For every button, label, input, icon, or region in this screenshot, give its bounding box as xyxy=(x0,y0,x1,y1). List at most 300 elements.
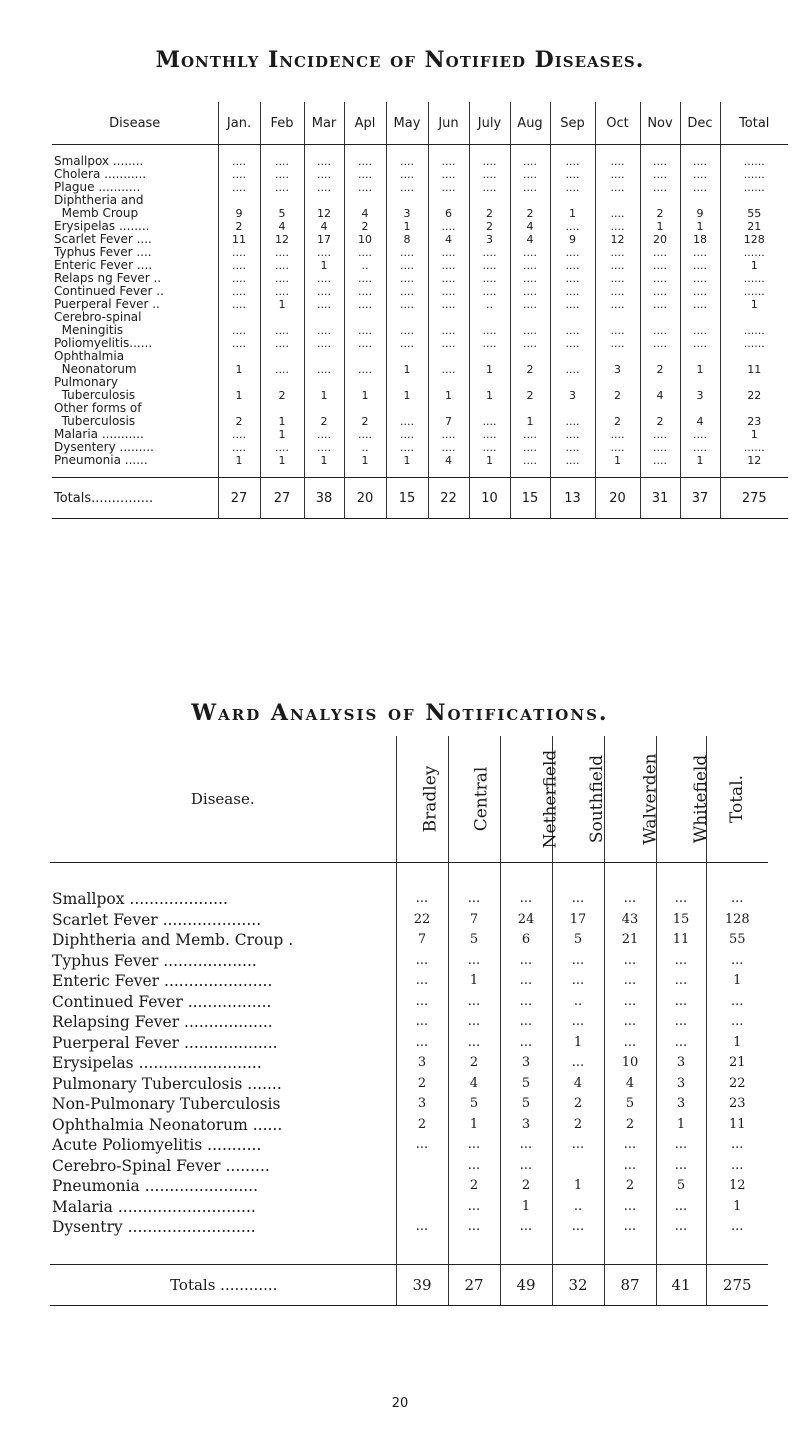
count-cell: .... xyxy=(469,168,510,181)
spacer-cell xyxy=(500,863,552,890)
spacer-cell xyxy=(604,1238,656,1265)
page-number: 20 xyxy=(391,1396,409,1411)
count-cell: 6 xyxy=(500,930,552,951)
count-cell: 1 xyxy=(386,376,428,402)
count-cell: .... xyxy=(640,298,680,311)
disease-name: Enteric Fever .... xyxy=(54,258,153,272)
count-cell: ... xyxy=(552,889,604,910)
disease-name: Diphtheria and Memb. Croup . xyxy=(52,931,294,950)
count-cell: 2 xyxy=(510,376,550,402)
count-cell: .... xyxy=(344,246,386,259)
count-cell: ... xyxy=(656,1012,706,1033)
count-cell: ... xyxy=(448,1135,500,1156)
spacer-cell xyxy=(656,863,706,890)
spacer-cell xyxy=(656,1238,706,1265)
total-cell: 22 xyxy=(428,478,469,519)
header-ward xyxy=(706,736,768,863)
count-cell: .... xyxy=(428,441,469,454)
count-cell: .... xyxy=(344,298,386,311)
spacer-cell xyxy=(550,467,595,478)
spacer-row xyxy=(52,145,788,156)
count-cell: 9 xyxy=(680,194,720,220)
count-cell: 11 xyxy=(706,1115,768,1136)
spacer-cell xyxy=(706,863,768,890)
count-cell: .... xyxy=(510,246,550,259)
count-cell: 22 xyxy=(706,1074,768,1095)
count-cell: ... xyxy=(552,1053,604,1074)
header-month: May xyxy=(386,102,428,145)
count-cell: 1 xyxy=(706,1033,768,1054)
count-cell: 2 xyxy=(396,1115,448,1136)
count-cell: .... xyxy=(595,168,640,181)
count-cell: .... xyxy=(218,181,260,194)
disease-name: Pneumonia ....................... xyxy=(52,1177,259,1196)
count-cell: .... xyxy=(344,350,386,376)
count-cell: 2 xyxy=(396,1074,448,1095)
disease-name: Cholera ........... xyxy=(54,167,147,181)
count-cell: .... xyxy=(218,337,260,350)
count-cell: 2 xyxy=(448,1176,500,1197)
count-cell: .... xyxy=(640,259,680,272)
count-cell: .... xyxy=(680,311,720,337)
count-cell: 128 xyxy=(720,233,788,246)
count-cell: .... xyxy=(595,246,640,259)
count-cell: 5 xyxy=(448,1094,500,1115)
count-cell: .... xyxy=(469,337,510,350)
table-row xyxy=(52,454,788,467)
count-cell: 12 xyxy=(595,233,640,246)
count-cell: .. xyxy=(344,441,386,454)
count-cell: ... xyxy=(604,951,656,972)
count-cell: 1 xyxy=(720,428,788,441)
count-cell: .... xyxy=(386,246,428,259)
count-cell: 5 xyxy=(448,930,500,951)
count-cell: 12 xyxy=(260,233,304,246)
count-cell: ... xyxy=(500,951,552,972)
table-row xyxy=(50,992,768,1013)
spacer-cell xyxy=(304,145,344,156)
count-cell: 43 xyxy=(604,910,656,931)
count-cell: ... xyxy=(604,1217,656,1238)
count-cell: .... xyxy=(640,454,680,467)
total-cell: 27 xyxy=(218,478,260,519)
count-cell: 6 xyxy=(428,194,469,220)
count-cell: 1 xyxy=(344,454,386,467)
count-cell: 1 xyxy=(680,220,720,233)
count-cell: .... xyxy=(428,272,469,285)
spacer-cell xyxy=(304,467,344,478)
disease-name: Enteric Fever ...................... xyxy=(52,972,273,991)
spacer-cell xyxy=(344,145,386,156)
count-cell: .... xyxy=(386,441,428,454)
spacer-cell xyxy=(550,145,595,156)
count-cell: 4 xyxy=(428,233,469,246)
count-cell: ... xyxy=(448,1156,500,1177)
count-cell: 10 xyxy=(604,1053,656,1074)
count-cell: .... xyxy=(386,311,428,337)
count-cell: .... xyxy=(550,350,595,376)
spacer-cell xyxy=(706,1238,768,1265)
count-cell xyxy=(552,1156,604,1177)
count-cell: .... xyxy=(344,428,386,441)
count-cell: .... xyxy=(260,259,304,272)
count-cell: 2 xyxy=(640,402,680,428)
spacer-cell xyxy=(469,467,510,478)
header-ward-label: Central xyxy=(470,766,491,832)
count-cell: .... xyxy=(595,441,640,454)
count-cell: ... xyxy=(396,1012,448,1033)
count-cell: .... xyxy=(260,272,304,285)
count-cell: .... xyxy=(680,428,720,441)
count-cell: 1 xyxy=(469,376,510,402)
count-cell: .... xyxy=(510,311,550,337)
count-cell: .... xyxy=(510,428,550,441)
count-cell: ... xyxy=(706,1135,768,1156)
spacer-cell xyxy=(260,145,304,156)
ward-header-row xyxy=(50,736,768,863)
count-cell: 3 xyxy=(396,1094,448,1115)
disease-name: Pneumonia ...... xyxy=(54,453,148,467)
count-cell: .... xyxy=(428,428,469,441)
count-cell: .... xyxy=(386,337,428,350)
count-cell: .... xyxy=(218,155,260,168)
count-cell: .... xyxy=(386,272,428,285)
count-cell: .... xyxy=(550,259,595,272)
count-cell: 1 xyxy=(706,1197,768,1218)
total-cell: 275 xyxy=(706,1264,768,1305)
disease-name: Scarlet Fever .................... xyxy=(52,910,262,929)
spacer-cell xyxy=(50,1238,396,1265)
count-cell: ...... xyxy=(720,181,788,194)
count-cell: .... xyxy=(640,311,680,337)
spacer-cell xyxy=(50,863,396,890)
count-cell: .... xyxy=(550,454,595,467)
count-cell: ...... xyxy=(720,311,788,337)
count-cell: 1 xyxy=(386,350,428,376)
count-cell: ... xyxy=(656,1197,706,1218)
count-cell: .... xyxy=(428,220,469,233)
count-cell: .... xyxy=(218,285,260,298)
spacer-row xyxy=(52,467,788,478)
disease-name: Cerebro-Spinal Fever ......... xyxy=(52,1156,270,1175)
count-cell: 2 xyxy=(448,1053,500,1074)
count-cell: .... xyxy=(428,350,469,376)
ward-analysis-table xyxy=(50,736,768,1306)
total-cell: 32 xyxy=(552,1264,604,1305)
count-cell: 4 xyxy=(510,220,550,233)
disease-name: Puerperal Fever ................... xyxy=(52,1033,278,1052)
count-cell xyxy=(396,1156,448,1177)
spacer-cell xyxy=(218,145,260,156)
count-cell: .... xyxy=(304,155,344,168)
header-ward-label: Netherfield xyxy=(539,749,560,849)
spacer-cell xyxy=(386,145,428,156)
count-cell: ...... xyxy=(720,168,788,181)
count-cell: 55 xyxy=(720,194,788,220)
table-row xyxy=(50,1012,768,1033)
count-cell: .... xyxy=(428,259,469,272)
count-cell: 2 xyxy=(604,1115,656,1136)
count-cell: ... xyxy=(396,889,448,910)
count-cell: 11 xyxy=(720,350,788,376)
count-cell: 1 xyxy=(260,428,304,441)
disease-name: Plague ........... xyxy=(54,180,141,194)
count-cell: 7 xyxy=(428,402,469,428)
spacer-cell xyxy=(218,467,260,478)
count-cell: .... xyxy=(640,272,680,285)
count-cell: .... xyxy=(550,181,595,194)
count-cell: .... xyxy=(595,181,640,194)
disease-name: Poliomyelitis...... xyxy=(54,336,153,350)
count-cell: 7 xyxy=(448,910,500,931)
count-cell: .... xyxy=(640,441,680,454)
table-row xyxy=(52,181,788,194)
count-cell: 1 xyxy=(386,454,428,467)
total-cell: 38 xyxy=(304,478,344,519)
table-row xyxy=(52,350,788,376)
count-cell: 1 xyxy=(550,194,595,220)
disease-name: Relaps ng Fever .. xyxy=(54,271,162,285)
count-cell: .... xyxy=(304,285,344,298)
table-row xyxy=(50,971,768,992)
header-disease: Disease xyxy=(52,102,218,145)
count-cell: .... xyxy=(550,402,595,428)
count-cell: .... xyxy=(680,337,720,350)
count-cell: .... xyxy=(640,337,680,350)
spacer-cell xyxy=(640,467,680,478)
count-cell: 2 xyxy=(344,402,386,428)
count-cell: .... xyxy=(386,298,428,311)
table-row xyxy=(52,168,788,181)
count-cell: .... xyxy=(640,168,680,181)
count-cell: 5 xyxy=(604,1094,656,1115)
disease-name: Other forms of Tuberculosis xyxy=(54,401,142,428)
count-cell: .... xyxy=(595,259,640,272)
spacer-cell xyxy=(260,467,304,478)
disease-name: Ophthalmia Neonatorum ...... xyxy=(52,1115,283,1134)
count-cell xyxy=(396,1176,448,1197)
header-ward-label: Bradley xyxy=(419,765,440,833)
table-row xyxy=(50,1053,768,1074)
count-cell: ... xyxy=(706,1156,768,1177)
spacer-row xyxy=(50,863,768,890)
count-cell: .... xyxy=(510,155,550,168)
count-cell: .... xyxy=(510,454,550,467)
count-cell: 1 xyxy=(680,454,720,467)
count-cell: 1 xyxy=(386,220,428,233)
count-cell: 2 xyxy=(218,220,260,233)
spacer-cell xyxy=(52,467,218,478)
count-cell: .... xyxy=(428,168,469,181)
count-cell: .... xyxy=(469,428,510,441)
disease-name: Ophthalmia Neonatorum xyxy=(54,349,137,376)
count-cell: .... xyxy=(550,311,595,337)
count-cell: 3 xyxy=(656,1074,706,1095)
count-cell: .. xyxy=(552,1197,604,1218)
page-title: Monthly Incidence of Notified Diseases. xyxy=(155,47,645,73)
count-cell: 1 xyxy=(448,971,500,992)
disease-name: Typhus Fever ................... xyxy=(52,951,257,970)
count-cell: 11 xyxy=(656,930,706,951)
count-cell: .... xyxy=(510,272,550,285)
count-cell: 3 xyxy=(680,376,720,402)
header-month: Aug xyxy=(510,102,550,145)
count-cell: 1 xyxy=(304,376,344,402)
count-cell: .. xyxy=(344,259,386,272)
count-cell: 1 xyxy=(469,350,510,376)
count-cell: .... xyxy=(680,285,720,298)
count-cell: .... xyxy=(680,298,720,311)
count-cell: .... xyxy=(640,246,680,259)
spacer-cell xyxy=(500,1238,552,1265)
count-cell: ... xyxy=(500,1217,552,1238)
count-cell: 2 xyxy=(640,194,680,220)
table-row xyxy=(52,298,788,311)
count-cell: 5 xyxy=(552,930,604,951)
count-cell: 2 xyxy=(510,194,550,220)
header-month: Jun xyxy=(428,102,469,145)
count-cell: 5 xyxy=(500,1074,552,1095)
table-row xyxy=(52,233,788,246)
total-cell: 27 xyxy=(448,1264,500,1305)
header-ward xyxy=(448,736,500,863)
count-cell: 2 xyxy=(595,402,640,428)
count-cell: ... xyxy=(500,1156,552,1177)
count-cell: .... xyxy=(595,155,640,168)
count-cell: .... xyxy=(550,337,595,350)
disease-name: Pulmonary Tuberculosis ....... xyxy=(52,1074,282,1093)
count-cell: 1 xyxy=(304,259,344,272)
count-cell: ...... xyxy=(720,337,788,350)
count-cell: .... xyxy=(428,246,469,259)
header-ward xyxy=(500,736,560,863)
count-cell: 7 xyxy=(396,930,448,951)
totals-row xyxy=(50,1264,768,1305)
count-cell: .... xyxy=(640,428,680,441)
spacer-cell xyxy=(386,467,428,478)
total-cell: 15 xyxy=(510,478,550,519)
count-cell: ... xyxy=(500,1033,552,1054)
header-month: Jan. xyxy=(218,102,260,145)
count-cell: .... xyxy=(428,311,469,337)
totals-label: Totals ............ xyxy=(50,1264,396,1305)
count-cell: .... xyxy=(304,181,344,194)
count-cell: .... xyxy=(218,259,260,272)
table-row xyxy=(50,1217,768,1238)
table-row xyxy=(52,441,788,454)
count-cell: ... xyxy=(706,889,768,910)
table-row xyxy=(52,428,788,441)
count-cell: .... xyxy=(640,155,680,168)
table-row xyxy=(50,889,768,910)
ward-analysis-title: Ward Analysis of Notifications. xyxy=(191,700,609,726)
count-cell: ... xyxy=(448,889,500,910)
count-cell: ... xyxy=(604,1033,656,1054)
count-cell: ... xyxy=(656,951,706,972)
disease-name: Malaria ........... xyxy=(54,427,144,441)
table-row xyxy=(50,1197,768,1218)
total-cell: 10 xyxy=(469,478,510,519)
count-cell: .... xyxy=(218,272,260,285)
totals-row xyxy=(52,478,788,519)
count-cell: .... xyxy=(595,298,640,311)
count-cell: ... xyxy=(706,992,768,1013)
count-cell: ... xyxy=(656,889,706,910)
count-cell: .... xyxy=(469,311,510,337)
count-cell: ... xyxy=(552,1135,604,1156)
disease-name: Relapsing Fever .................. xyxy=(52,1013,273,1032)
count-cell: 1 xyxy=(595,454,640,467)
count-cell: 4 xyxy=(428,454,469,467)
header-ward xyxy=(656,736,711,863)
count-cell: ... xyxy=(500,971,552,992)
count-cell: .... xyxy=(510,298,550,311)
count-cell: 24 xyxy=(500,910,552,931)
count-cell: .... xyxy=(386,428,428,441)
table-row xyxy=(50,1115,768,1136)
count-cell: .... xyxy=(595,428,640,441)
count-cell: .... xyxy=(595,337,640,350)
total-cell: 15 xyxy=(386,478,428,519)
count-cell: ...... xyxy=(720,441,788,454)
count-cell: .... xyxy=(344,181,386,194)
count-cell: .... xyxy=(344,311,386,337)
count-cell: 2 xyxy=(552,1094,604,1115)
count-cell: 1 xyxy=(720,259,788,272)
count-cell: 1 xyxy=(720,298,788,311)
header-month: Feb xyxy=(260,102,304,145)
count-cell: 1 xyxy=(260,298,304,311)
count-cell: ... xyxy=(706,1012,768,1033)
spacer-cell xyxy=(640,145,680,156)
count-cell: .... xyxy=(469,155,510,168)
count-cell: 1 xyxy=(448,1115,500,1136)
count-cell: .... xyxy=(218,428,260,441)
count-cell: .... xyxy=(680,272,720,285)
count-cell: 1 xyxy=(500,1197,552,1218)
count-cell: 22 xyxy=(720,376,788,402)
spacer-cell xyxy=(680,467,720,478)
spacer-cell xyxy=(428,467,469,478)
count-cell: ... xyxy=(656,992,706,1013)
count-cell: 1 xyxy=(260,454,304,467)
count-cell: .... xyxy=(510,337,550,350)
count-cell: ... xyxy=(604,971,656,992)
count-cell: .... xyxy=(680,155,720,168)
count-cell: 55 xyxy=(706,930,768,951)
table-row xyxy=(52,246,788,259)
count-cell: 9 xyxy=(218,194,260,220)
count-cell: 3 xyxy=(595,350,640,376)
count-cell: .... xyxy=(550,168,595,181)
count-cell: 17 xyxy=(552,910,604,931)
count-cell: .... xyxy=(550,246,595,259)
count-cell: ... xyxy=(396,992,448,1013)
count-cell: .... xyxy=(386,259,428,272)
count-cell: 4 xyxy=(304,220,344,233)
count-cell: ... xyxy=(396,971,448,992)
count-cell: .... xyxy=(260,155,304,168)
count-cell: .... xyxy=(550,428,595,441)
count-cell: ... xyxy=(448,951,500,972)
spacer-cell xyxy=(448,1238,500,1265)
count-cell: 1 xyxy=(260,402,304,428)
spacer-cell xyxy=(344,467,386,478)
count-cell: 1 xyxy=(552,1033,604,1054)
count-cell: 2 xyxy=(510,350,550,376)
count-cell: .... xyxy=(386,155,428,168)
count-cell: 3 xyxy=(386,194,428,220)
